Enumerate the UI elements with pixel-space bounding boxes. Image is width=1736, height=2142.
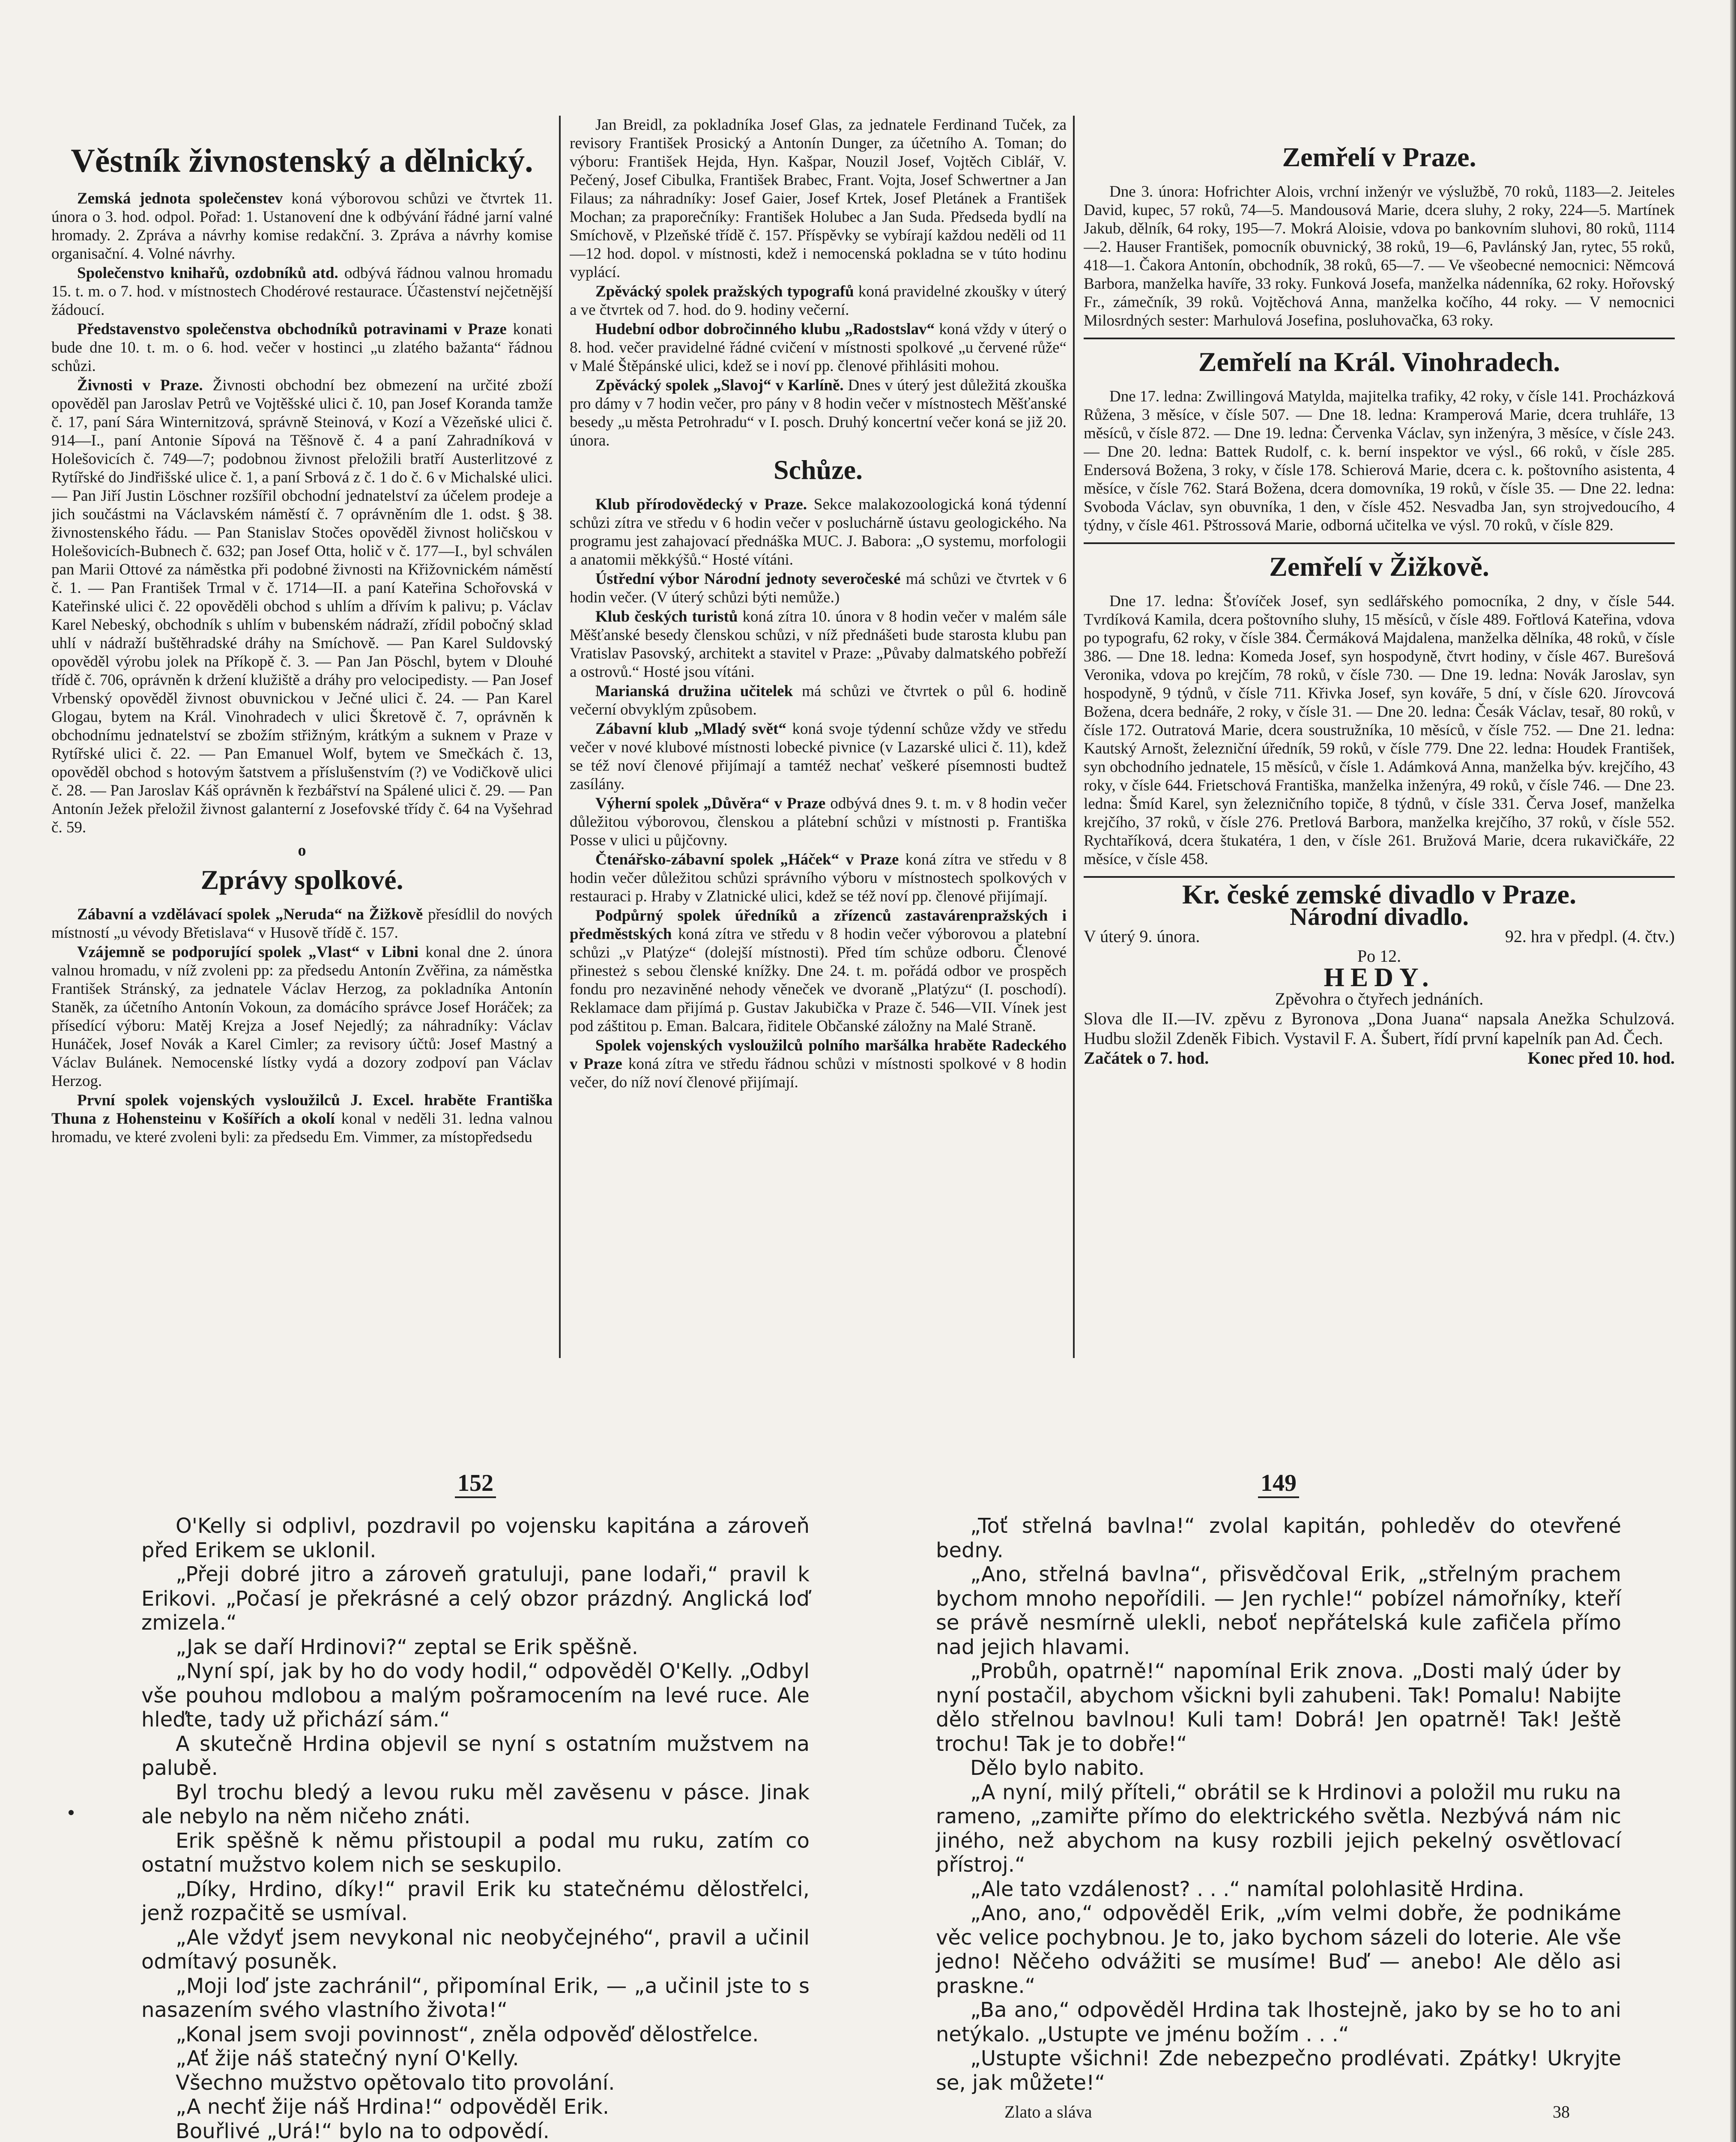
book-paragraph: „A nyní, milý příteli,“ obrátil se k Hrdinovi a položil mu ruku na rameno, „zamiřte přímo do elektrického světla. Nezbývá nám nic jiného, než abychom na kusy rozbili jejich pekelný osvětlovací přístroj.“ bbox=[936, 1780, 1621, 1877]
news-item bbox=[51, 376, 553, 837]
news-item-lead: Klub českých turistů bbox=[595, 608, 738, 625]
book-paragraph: O'Kelly si odplivl, pozdravil po vojensku kapitána a zároveň před Erikem se uklonil. bbox=[141, 1514, 810, 1562]
obituary-praha: Dne 3. února: Hofrichter Alois, vrchní inženýr ve výslužbě, 70 roků, 1183—2. Jeiteles David, kupec, 57 roků, 74—5. Mandousová Marie, dcera sluhy, 2 roky, 224—5. Martínek Jakub, dělník, 64 roky, 195—7. Mokrá Aloisie, vdova po bankovním sluhovi, 80 roků, 1114—2. Hauser František, pomocník obuvnický, 38 roků, 19—6, Pavlánský Jan, rytec, 55 roků, 418—1. Čakora Antonín, obchodník, 38 roků, 65—7. — Ve všeobecné nemocnici: Němcová Barbora, manželka havíře, 33 roky. Funková Josefa, manželka nádenníka, 62 roky. Hořovský Fr., zámečník, 39 roků. Vojtěchová Anna, manželka kočího, 44 roky. — V nemocnici Milosrdných sester: Marhulová Josefina, posluhovačka, 63 roky. bbox=[1084, 183, 1675, 329]
book-footer-title: Zlato a sláva bbox=[1004, 2102, 1092, 2121]
book-page-left bbox=[141, 1469, 810, 2142]
news-item-text: koná zítra ve středu v 8 hodin večer výborovou a platební schůzi „v Platýze“ (dolejší místnosti). Před tím schůze odboru. Členové přinesteż s sebou členské knížky. Dne 24. t. m. pořádá odbor ve prospěch fondu pro nezaviněné nehody věneček ve dvoraně „Platýzu“ (I. poschodí). Reklamace dam přijímá p. Gustav Jakubička v Praze č. 546—VII. Vínek jest pod záštitou p. Eman. Balcara, řiditele Občanské záložny na Malé Straně. bbox=[570, 925, 1067, 1035]
news-item-text: Sekce malakozoologická koná týdenní schůzi zítra ve středu v 6 hodin večer v posluchárně ústavu geologického. Na programu jest zahajovací přednáška MUC. J. Babora: „O systemu, morfologii a anatomii měkkýšů.“ Hosté vítáni. bbox=[570, 496, 1067, 568]
book-paragraph: „Díky, Hrdino, díky!“ pravil Erik ku statečnému dělostřelci, jenž rozpačitě se usmíval. bbox=[141, 1877, 810, 1925]
news-item-text: koná zítra ve středu řádnou schůzi v místnosti spolkové v 8 hodin večer, do níž noví členové přijímají. bbox=[570, 1055, 1067, 1091]
news-item-text: odbývá řádnou valnou hromadu 15. t. m. o 7. hod. v místnostech Chodérové restaurace. Účastenství nejčetnější žádoucí. bbox=[51, 264, 553, 319]
book-paragraph: „Toť střelná bavlna!“ zvolal kapitán, pohleděv do otevřené bedny. bbox=[936, 1514, 1621, 1562]
news-item-lead: Marianská družina učitelek bbox=[595, 682, 793, 700]
book-paragraph: „Konal jsem svoji povinnost“, zněla odpověď dělostřelce. bbox=[176, 2022, 759, 2046]
news-item bbox=[570, 320, 1067, 375]
vestnik-paragraphs bbox=[51, 189, 553, 837]
zpravy-paragraphs bbox=[51, 905, 553, 1146]
schuze-paragraphs bbox=[570, 495, 1067, 1092]
book-paragraph: Všechno mužstvo opětovalo tito provolání. bbox=[176, 2070, 615, 2095]
divider bbox=[1084, 876, 1675, 878]
theater-subtitle: Národní divadlo. bbox=[1290, 903, 1469, 930]
divider bbox=[1084, 338, 1675, 339]
section-title-vestnik: Věstník živnostenský a dělnický. bbox=[71, 142, 533, 179]
theater-date: V úterý 9. února. bbox=[1084, 927, 1200, 946]
news-item-lead: Spolek vojenských vysloužilců polního maršálka hraběte Radeckého v Praze bbox=[570, 1037, 1067, 1073]
news-item-text: konal v neděli 31. ledna valnou hromadu, ve které zvoleni byli: za předsedu Em. Vimmer, za místopředsedu bbox=[51, 1110, 553, 1146]
news-column-3 bbox=[1084, 137, 1675, 1439]
book-page-right bbox=[936, 1469, 1621, 2142]
news-item bbox=[51, 905, 553, 942]
news-item bbox=[570, 495, 1067, 569]
book-paragraph: Byl trochu bledý a levou ruku měl zavěsenu v pásce. Jinak ale nebylo na něm ničeho znáti. bbox=[141, 1780, 810, 1828]
news-item-lead: Klub přírodovědecký v Praze. bbox=[595, 496, 807, 513]
book-paragraph: „Probůh, opatrně!“ napomínal Erik znova. „Dosti malý úder by nyní postačil, abychom všickni byli zahubeni. Tak! Pomalu! Nabijte dělo střelnou bavlnou! Kuli tam! Dobrá! Jen opatrně! Tak! Ještě trochu! Tak je to dobře!“ bbox=[936, 1659, 1621, 1756]
book-paragraph: Erik spěšně k němu přistoupil a podal mu ruku, zatím co ostatní mužstvo kolem nich se seskupilo. bbox=[141, 1828, 810, 1877]
news-item-lead: Vzájemně se podporující spolek „Vlast“ v Libni bbox=[77, 943, 418, 961]
book-paragraph: „A nechť žije náš Hrdina!“ odpověděl Erik. bbox=[176, 2095, 610, 2119]
book-paragraph: Dělo bylo nabito. bbox=[970, 1756, 1145, 1780]
book-left-text bbox=[141, 1514, 810, 2142]
news-item bbox=[570, 682, 1067, 719]
page-number-left: 152 bbox=[141, 1469, 810, 1497]
news-item bbox=[51, 189, 553, 263]
book-paragraph: „Ustupte všichni! Zde nebezpečno prodlévati. Zpátky! Ukryjte se, jak můžete!“ bbox=[936, 2046, 1621, 2095]
news-item-lead: Společenstvo knihařů, ozdobníků atd. bbox=[77, 264, 338, 282]
news-column-1 bbox=[51, 137, 553, 1439]
book-paragraph: A skutečně Hrdina objevil se nyní s ostatním mužstvem na palubě. bbox=[141, 1732, 810, 1780]
theater-title: Kr. české zemské divadlo v Praze. bbox=[1182, 879, 1577, 909]
book-paragraph: „Moji loď jste zachránil“, připomínal Erik, — „a učinil jste to s nasazením svého vlastního života!“ bbox=[141, 1974, 810, 2022]
news-item-text: koná vždy v úterý o 8. hod. večer pravidelné řádné cvičení v místnosti spolkové „u červené růže“ v Malé Štěpánské ulici, kdež se i noví pp. členové přihlásiti mohou. bbox=[570, 320, 1067, 375]
news-item-lead: Čtenářsko-zábavní spolek „Háček“ v Praze bbox=[595, 851, 899, 868]
book-paragraph: „Ano, střelná bavlna“, přisvědčoval Erik, „střelným prachem bychom mnoho nepořídili. — Jen rychle!“ pobízel námořníky, kteří se právě nesmírně ulekli, neboť nepřátelská kule zafičela přímo nad jejich hlavami. bbox=[936, 1562, 1621, 1659]
theater-credits: Slova dle II.—IV. zpěvu z Byronova „Dona Juana“ napsala Anežka Schulzová. Hudbu složil Zdeněk Fibich. Vystavil F. A. Šubert, řídí první kapelník pan Ad. Čech. bbox=[1084, 1009, 1675, 1048]
news-item-lead: Zábavní klub „Mladý svět“ bbox=[595, 720, 786, 738]
news-item-text: odbývá dnes 9. t. m. v 8 hodin večer důležitou výborovou, členskou a plátební schůzi v místnosti p. Františka Posse v ulici u půjčovny. bbox=[570, 795, 1067, 849]
news-item bbox=[570, 720, 1067, 793]
news-item-text: má schůzi ve čtvrtek o půl 6. hodině večerní obvyklým způsobem. bbox=[570, 682, 1067, 718]
news-item bbox=[570, 376, 1067, 450]
news-item-text: Dnes v úterý jest důležitá zkouška pro dámy v 7 hodin večer, pro pány v 8 hodin večer v místnostech Měšťanské besedy „u města Petrohradu“ v I. posch. Druhý koncertní večer koná se již 20. února. bbox=[570, 377, 1067, 449]
news-item bbox=[570, 570, 1067, 607]
news-item bbox=[51, 264, 553, 319]
news-item-text: koná výborovou schůzi ve čtvrtek 11. února o 3. hod. odpol. Pořad: 1. Ustanovení dne k odbývání řádné jarní valné hromady. 2. Zpráva a návrhy komise redakční. 3. Zpráva a návrhy komise organisační. 4. Volné návrhy. bbox=[51, 190, 553, 263]
obituary-vinohrady: Dne 17. ledna: Zwillingová Matylda, majitelka trafiky, 42 roky, v čísle 141. Procházková Růžena, 3 měsíce, v čísle 507. — Dne 18. ledna: Kramperová Marie, dcera truhláře, 13 měsíců, v čísle 872. — Dne 19. ledna: Červenka Václav, syn inženýra, 3 měsíce, v čísle 243. — Dne 20. ledna: Battek Rudolf, c. k. berní inspektor ve výsl., 66 roků, v čísle 285. Endersová Božena, 3 roky, v čísle 178. Schierová Marie, dcera c. k. poštovního asistenta, 4 měsíce, v čísle 762. Stará Božena, dcera domovníka, 19 roků, v čísle 35. — Dne 22. ledna: Svoboda Václav, syn obuvníka, 1 den, v čísle 452. Nesvadba Jan, syn strojvedoucího, 4 týdny, v čísle 461. Pštrossová Marie, odborná učitelka ve výsl. 70 roků, v čísle 829. bbox=[1084, 388, 1675, 534]
news-item-lead: Zábavní a vzdělávací spolek „Neruda“ na Žižkově bbox=[77, 906, 423, 923]
book-paragraph: „Jak se daří Hrdinovi?“ zeptal se Erik spěšně. bbox=[176, 1635, 639, 1659]
column-rule bbox=[1073, 116, 1075, 1358]
news-item bbox=[570, 282, 1067, 319]
theater-genre: Zpěvohra o čtyřech jednáních. bbox=[1275, 989, 1484, 1008]
divider-mark: o bbox=[298, 841, 306, 859]
theater-program bbox=[1084, 879, 1675, 1068]
section-title-schuze: Schůze. bbox=[774, 455, 863, 485]
news-item-lead: Ústřední výbor Národní jednoty severočeské bbox=[595, 570, 901, 588]
news-item bbox=[570, 607, 1067, 681]
news-item-text: koná zítra 10. února v 8 hodin večer v malém sále Měšťanské besedy členskou schůzi, v níž přednášeti bude starosta klubu pan Vratislav Pasovský, architekt a stavitel v Praze: „Půvaby dalmatského pobřeží a ostrovů.“ Hosté jsou vítáni. bbox=[570, 608, 1067, 681]
news-item bbox=[570, 906, 1067, 1035]
column-rule bbox=[559, 116, 561, 1358]
theater-po: Po 12. bbox=[1357, 946, 1401, 966]
book-right-text bbox=[936, 1514, 1621, 2095]
news-item-text: koná zítra ve středu v 8 hodin večer důležitou schůzi správního výboru v místnostech spolkových v restauraci p. Hraby v Zlatnické ulici, kdež se též noví pp. členové přijímají. bbox=[570, 851, 1067, 905]
theater-start: Začátek o 7. hod. bbox=[1084, 1048, 1209, 1068]
book-footer-signature: 38 bbox=[1553, 2102, 1570, 2121]
book-paragraph: „Nyní spí, jak by ho do vody hodil,“ odpověděl O'Kelly. „Odbyl vše pouhou mdlobou a malým pošramocením na levé ruce. Ale hleďte, tady už přichází sám.“ bbox=[141, 1659, 810, 1732]
news-item-text: koná svoje týdenní schůze vždy ve středu večer v nové klubové místnosti lobecké pivnice (v Lazarské ulici č. 11), kdež se též noví členové přijímají a tamtéž nechať veškeré písemnosti budtež zasílány. bbox=[570, 720, 1067, 793]
news-item bbox=[570, 116, 1067, 281]
book-paragraph: „Ale tato vzdálenost? . . .“ namítal polohlasitě Hrdina. bbox=[970, 1877, 1524, 1901]
divider bbox=[1084, 542, 1675, 544]
news-item-lead: Představenstvo společenstva obchodníků potravinami v Praze bbox=[77, 320, 507, 338]
theater-end: Konec před 10. hod. bbox=[1527, 1048, 1675, 1068]
news-item bbox=[51, 943, 553, 1090]
margin-dot bbox=[69, 1810, 74, 1815]
news-item-lead: Hudební odbor dobročinného klubu „Radostslav“ bbox=[595, 320, 935, 338]
news-item bbox=[51, 1091, 553, 1146]
theater-times bbox=[1084, 1048, 1675, 1068]
news-item-lead: Zemská jednota společenstev bbox=[77, 190, 283, 207]
news-item bbox=[51, 320, 553, 375]
book-paragraph: „Přeji dobré jitro a zároveň gratuluji, pane lodaři,“ pravil k Erikovi. „Počasí je překrásné a celý obzor prázdný. Anglická loď zmizela.“ bbox=[141, 1562, 810, 1635]
news-item-lead: Zpěvácký spolek pražských typografů bbox=[595, 283, 854, 300]
news-column-2 bbox=[570, 116, 1067, 1418]
news-item-text: konal dne 2. února valnou hromadu, v níž zvoleni pp: za předsedu Antonín Zvěřina, za náměstka František Stránský, za jednatele Václav Herzog, za pokladníka Antonín Staněk, za účetního Antonín Vokoun, za domácího správce Josef Horáček; za přísedící výboru: Matěj Krejza a Josef Nejedlý; za náhradníky: Václav Hunáček, Josef Novák a Karel Cimler; za revisory účtů: Josef Mastný a Václav Bulánek. Nemocenské lístky vydá a dozory zodpoví pan Václav Herzog. bbox=[51, 943, 553, 1090]
book-paragraph: „Ba ano,“ odpověděl Hrdina tak lhostejně, jako by se ho to ani netýkalo. „Ustupte ve jménu božím . . .“ bbox=[936, 1998, 1621, 2046]
news-item-text: koná pravidelné zkoušky v úterý a ve čtvrtek od 7. hod. do 9. hodiny večerní. bbox=[570, 283, 1067, 319]
news-item-lead: Zpěvácký spolek „Slavoj“ v Karlíně. bbox=[595, 377, 844, 394]
news-item-text: Jan Breidl, za pokladníka Josef Glas, za jednatele Ferdinand Tuček, za revisory František Prosický a Antonín Dunger, za účetního A. Toman; do výboru: František Hejda, Hyn. Kašpar, Nouzil Josef, Vojtěch Ciblář, V. Pečený, Josef Cibulka, František Brabec, Frant. Vojta, Josef Schwertner a Jan Filaus; za náhradníky: Josef Gaier, Josef Krtek, Josef Pletánek a František Mochan; za praporečníky: František Holubec a Jan Suda. Předseda bydlí na Smíchově, v Plzeňské třídě č. 157. Příspěvky se vybírají každou neděli od 11—12 hod. dopol. v místnosti, kdež i nemocenská pokladna se v túto hodinu vyplácí. bbox=[570, 116, 1067, 281]
news-item-lead: Živnosti v Praze. bbox=[77, 377, 203, 394]
section-title-zpravy-spolkove: Zprávy spolkové. bbox=[200, 865, 403, 895]
news-item-lead: Výherní spolek „Důvěra“ v Praze bbox=[595, 795, 826, 812]
spolky-paragraphs bbox=[570, 116, 1067, 450]
section-title-zemreli-praha: Zemřelí v Praze. bbox=[1282, 142, 1476, 172]
news-item bbox=[570, 794, 1067, 850]
news-item-text: přesídlil do nových místností „u vévody Břetislava“ v Husově třídě č. 157. bbox=[51, 906, 553, 942]
book-paragraph: „Ano, ano,“ odpověděl Erik, „vím velmi dobře, že podnikáme věc velice pochybnou. Je to, jako bychom sázeli do loterie. Ale vše jedno! Něčeho odvážiti se musíme! Buď — anebo! Ale dělo asi praskne.“ bbox=[936, 1901, 1621, 1998]
obituary-zizkov: Dne 17. ledna: Šťovíček Josef, syn sedlářského pomocníka, 2 dny, v čísle 544. Tvrdíková Kamila, dcera poštovního sluhy, 15 měsíců, v čísle 489. Fořtlová Kateřina, vdova po typografu, 62 roky, v čísle 384. Čermáková Majdalena, manželka dělníka, 48 roků, v čísle 386. — Dne 18. ledna: Komeda Josef, syn hospodyně, čtvrt hodiny, v čísle 467. Burešová Veronika, vdova po krejčím, 78 roků, v čísle 730. — Dne 19. ledna: Novák Jaroslav, syn hospodyně, 9 týdnů, v čísle 711. Křivka Josef, syn kováře, 5 dní, v čísle 620. Jírovcová Božena, dcera bednáře, 2 roky, v čísle 31. — Dne 20. ledna: Česák Václav, tesař, 80 roků, v čísle 172. Outratová Marie, dcera soustružníka, 10 měsíců, v čísle 752. — Dne 21. ledna: Kautský Arnošt, železniční úředník, 59 roků, v čísle 779. Dne 22. ledna: Houdek František, syn obchodního jednatele, 15 měsíců, v čísle 1. Adámková Anna, manželka býv. krejčího, 43 roky, v čísle 644. Frietschová Františka, manželka inženýra, 49 roků, v čísle 746. — Dne 23. ledna: Šmíd Karel, syn železničního topiče, 8 týdnů, v čísle 331. Červa Josef, manželka krejčího, 37 roků, v čísle 276. Pretlová Barbora, manželka krejčího, 37 roků, v čísle 552. Rychtaříková, dcera štukatéra, 1 den, v čísle 261. Bružová Marie, dcera rukavičkáře, 22 měsíce, v čísle 458. bbox=[1084, 592, 1675, 868]
news-item-lead: Podpůrný spolek úředníků a zřízenců zastavárenpražských i předměstských bbox=[570, 907, 1067, 943]
news-item-text: konati bude dne 10. t. m. o 6. hod. večer v hostinci „u zlatého bažanta“ řádnou schůzi. bbox=[51, 320, 553, 375]
news-item bbox=[570, 1036, 1067, 1092]
page-number-right: 149 bbox=[936, 1469, 1621, 1497]
book-paragraph: „Ať žije náš statečný nyní O'Kelly. bbox=[176, 2046, 519, 2070]
theater-play-title: HEDY. bbox=[1324, 963, 1435, 992]
news-item-lead: První spolek vojenských vysloužilců J. Excel. hraběte Františka Thuna z Hohensteinu v Košířích a okolí bbox=[51, 1092, 553, 1128]
book-paragraph: Bouřlivé „Urá!“ bylo na to odpovědí. bbox=[176, 2119, 550, 2142]
news-item bbox=[570, 850, 1067, 906]
book-paragraph: „Ale vždyť jsem nevykonal nic neobyčejného“, pravil a učinil odmítavý posuněk. bbox=[141, 1925, 810, 1974]
news-item-text: má schůzi ve čtvrtek v 6 hodin večer. (V úterý schůzi býti nemůže.) bbox=[570, 570, 1067, 606]
section-title-zemreli-vinohrady: Zemřelí na Král. Vinohradech. bbox=[1198, 347, 1560, 377]
section-title-zemreli-zizkov: Zemřelí v Žižkově. bbox=[1269, 551, 1489, 582]
page-edge bbox=[1730, 0, 1736, 2142]
theater-perf: 92. hra v předpl. (4. čtv.) bbox=[1505, 927, 1675, 946]
book-footer bbox=[936, 2102, 1621, 2122]
news-item-text: Živnosti obchodní bez obmezení na určité zboží opověděl pan Jaroslav Petrů ve Vojtěšské ulici č. 10, pan Josef Koranda tamže č. 17, paní Sára Winternitzová, správně Steinová, v Kozí a Vězeňské ulici č. 914—I., paní Antonie Sípová na Těšnově č. 4 a paní Zahradníková v Holešovicích č. 749—7; podobnou živnost přeložili bratří Austerlitzové z Rytířské do Jindřišské ulice č. 1, a paní Srbová z č. 1 do č. 6 v Michalské ulici. — Pan Jiří Justin Löschner rozšířil obchodní jednatelství za účelem prodeje a jich součástmi na Václavském náměstí č. 7 oprávněním dle 1. odst. § 38. živnostenského řádu. — Pan Stanislav Stočes opověděl živnost holičskou v Holešovicích-Bubnech č. 632; pan Josef Otta, holič v č. 177—I., byl schválen pan Marii Ottové za náměstka při podobné živnosti na Křižovnickém náměstí č. 1. — Pan František Trmal v č. 1714—II. a paní Kateřina Schořovská v Kateřinské ulici č. 22 opověděli obchod s uhlím a dřívím k palivu; p. Václav Karel Nebeský, obchodník s uhlím v bubenském nádraží, zřídil pobočný sklad uhlí v nádraží buštěhradské dráhy na Smíchově. — Pan Karel Suldovský opověděl výrobu jolek na Příkopě č. 3. — Pan Jan Pöschl, bytem v Dlouhé třídě č. 706, oprávněn k držení klužiště a dráhy pro velocipedisty. — Pan Josef Vrbenský opověděl živnost obuvnickou v Ječné ulici č. 24. — Pan Karel Glogau, bytem na Král. Vinohradech v ulici Škretově č. 7, oprávněn k obchodnímu jednatelství se zbožím střižným, krátkým a suknem v Praze v Rytířské ulici č. 22. — Pan Emanuel Wolf, bytem ve Smečkách č. 13, opověděl obchod s hotovým šatstvem a příslušenstvím (?) ve Vodičkově ulici č. 28. — Pan Jaroslav Káš oprávněn k řezbářství na Spálené ulici č. 29. — Pan Antonín Ježek přeložil živnost galanterní z Josefovské třídy č. 64 na Vyšehrad č. 59. bbox=[51, 377, 553, 836]
